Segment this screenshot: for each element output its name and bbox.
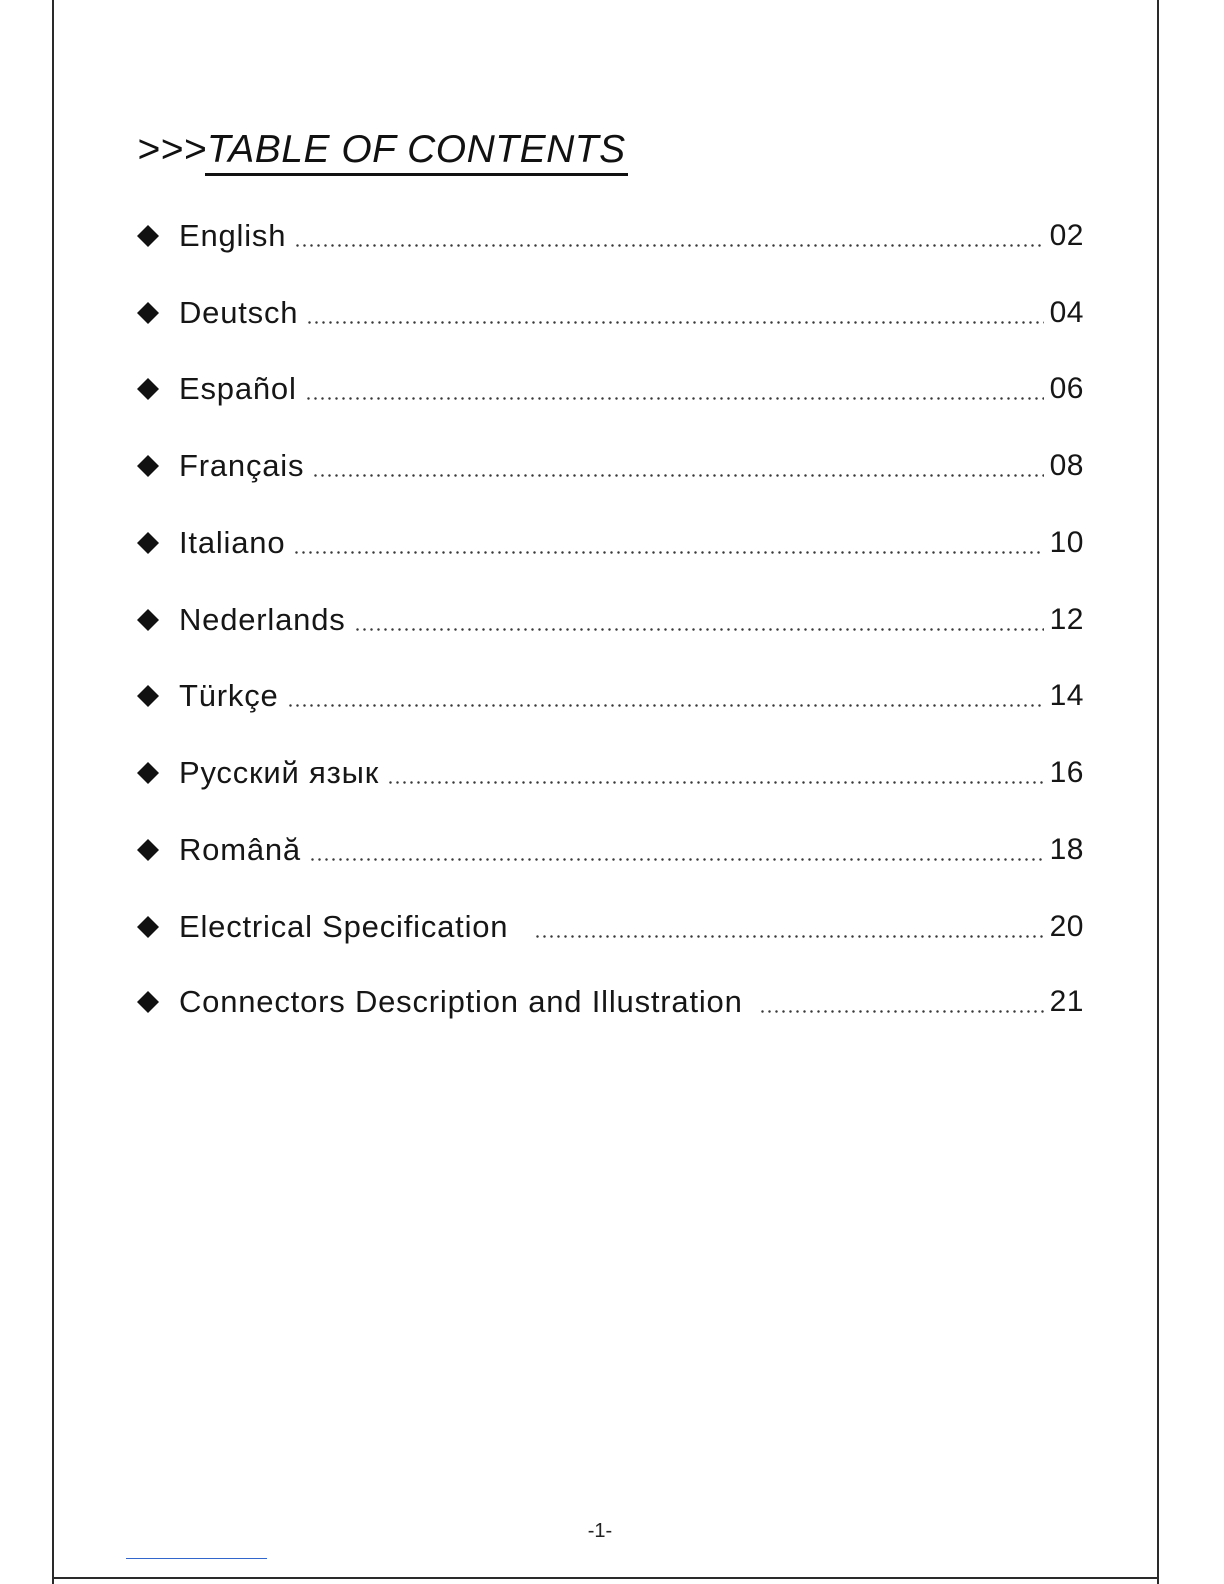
toc-entry-page: 16 [1049, 756, 1084, 789]
toc-entry-label: Italiano [179, 525, 286, 560]
dot-leader [294, 244, 1043, 247]
toc-entry-label: Connectors Description and Illustration [179, 984, 743, 1019]
toc-entry-espanol[interactable] [134, 369, 1084, 409]
diamond-bullet-icon [134, 759, 162, 787]
toc-entry-italiano[interactable] [134, 523, 1084, 563]
diamond-bullet-icon [134, 913, 162, 941]
toc-entry-page: 06 [1049, 372, 1084, 405]
toc-entry-connectors-description[interactable] [134, 982, 1084, 1022]
diamond-bullet-icon [134, 299, 162, 327]
footer-page-number: -1- [587, 1520, 613, 1542]
page-border-bottom [52, 1577, 1159, 1579]
page-title: >>>TABLE OF CONTENTS [137, 128, 626, 171]
toc-entry-nederlands[interactable] [134, 600, 1084, 640]
dot-leader [534, 935, 1043, 938]
toc-entry-page: 20 [1049, 910, 1084, 943]
diamond-bullet-icon [134, 529, 162, 557]
toc-entry-page: 14 [1049, 679, 1084, 712]
diamond-bullet-icon [134, 375, 162, 403]
toc-entry-label: Nederlands [179, 602, 346, 637]
toc-entry-label: Electrical Specification [179, 909, 509, 944]
toc-entry-label: Français [179, 448, 305, 483]
dot-leader [309, 858, 1044, 861]
toc-entry-label: Türkçe [179, 678, 279, 713]
dot-leader [387, 781, 1044, 784]
toc-entry-page: 21 [1049, 985, 1084, 1018]
toc-entry-romana[interactable] [134, 830, 1084, 870]
toc-entry-page: 08 [1049, 449, 1084, 482]
toc-entry-page: 02 [1049, 219, 1084, 252]
toc-entry-page: 12 [1049, 603, 1084, 636]
diamond-bullet-icon [134, 606, 162, 634]
toc-entry-label: Русский язык [179, 755, 380, 790]
toc-entry-label: English [179, 218, 287, 253]
diamond-bullet-icon [134, 682, 162, 710]
toc-entry-russkiy[interactable] [134, 753, 1084, 793]
toc-entry-turkce[interactable] [134, 676, 1084, 716]
toc-entry-label: Română [179, 832, 301, 867]
dot-leader [293, 551, 1043, 554]
toc-entry-label: Español [179, 371, 297, 406]
toc-entry-label: Deutsch [179, 295, 299, 330]
diamond-bullet-icon [134, 988, 162, 1016]
diamond-bullet-icon [134, 452, 162, 480]
toc-entry-page: 18 [1049, 833, 1084, 866]
dot-leader [287, 704, 1044, 707]
toc-entry-page: 04 [1049, 296, 1084, 329]
diamond-bullet-icon [134, 222, 162, 250]
dot-leader [306, 321, 1043, 324]
diamond-bullet-icon [134, 836, 162, 864]
toc-entry-francais[interactable] [134, 446, 1084, 486]
dot-leader [305, 397, 1044, 400]
dot-leader [759, 1010, 1044, 1013]
toc-entry-deutsch[interactable] [134, 293, 1084, 333]
toc-entry-page: 10 [1049, 526, 1084, 559]
toc-entry-electrical-specification[interactable] [134, 907, 1084, 947]
toc-entry-english[interactable] [134, 216, 1084, 256]
footer-link-underline [126, 1558, 267, 1559]
dot-leader [354, 628, 1044, 631]
dot-leader [312, 474, 1043, 477]
